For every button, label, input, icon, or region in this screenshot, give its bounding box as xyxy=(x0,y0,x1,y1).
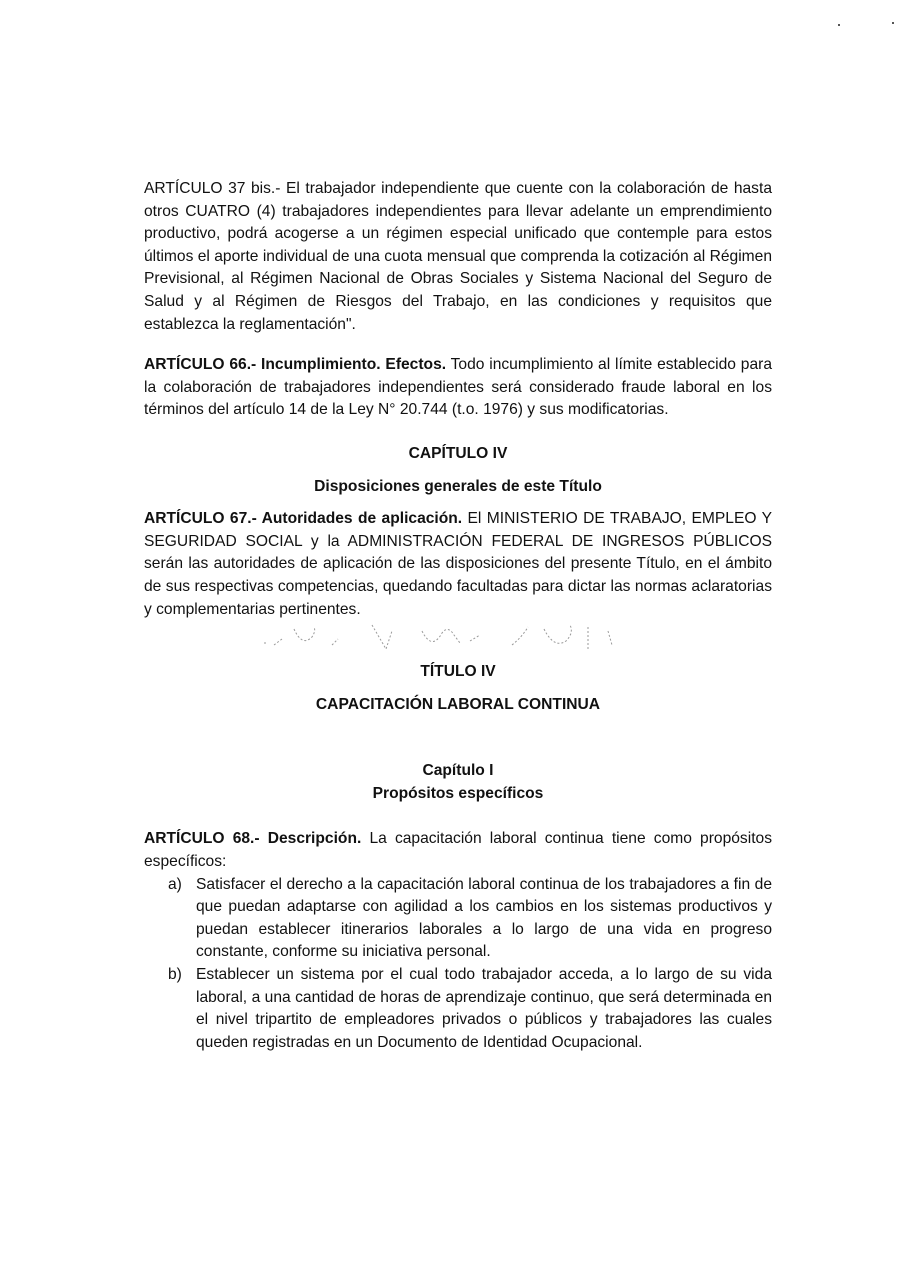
article-67-text: El MINISTERIO DE TRABAJO, EMPLEO Y SEGURIDAD SOCIAL y la ADMINISTRACIÓN FEDERAL DE INGRESOS PÚBLICOS serán las autoridades de aplicación de las disposiciones del presente Título, en el ámbito de sus respectivas competencias, quedando facultadas para dictar las normas aclaratorias y complementarias pertinentes. xyxy=(144,510,772,618)
specific-purposes-heading: Propósitos específicos xyxy=(372,784,544,802)
continuous-training-heading: CAPACITACIÓN LABORAL CONTINUA xyxy=(315,695,601,713)
article-66-title: ARTÍCULO 66.- Incumplimiento. Efectos. xyxy=(144,356,447,374)
list-item xyxy=(144,874,772,964)
list-marker: a) xyxy=(168,875,182,893)
list-item-text: Satisfacer el derecho a la capacitación laboral continua de los trabajadores a fin de que puedan adaptarse con agilidad a los cambios en los sistemas productivos y puedan establecer itinerarios laborales a lo largo de una vida en progreso constante, conforme su iniciativa personal. xyxy=(196,875,772,961)
purposes-list xyxy=(144,874,772,1055)
signature-watermark xyxy=(144,621,772,659)
list-item-text: Establecer un sistema por el cual todo trabajador acceda, a lo largo de su vida laboral, a una cantidad de horas de aprendizaje continuo, que será determinada en el nivel tripartito de empleadores privados o públicos y trabajadores las cuales queden registradas en un Documento de Identidad Ocupacional. xyxy=(196,966,772,1051)
article-68-text: La capacitación laboral continua tiene como propósitos específicos: xyxy=(144,830,772,871)
article-68-title: ARTÍCULO 68.- Descripción. xyxy=(144,830,362,848)
article-66-text: Todo incumplimiento al límite establecido para la colaboración de trabajadores independientes será considerado fraude laboral en los términos del artículo 14 de la Ley N° 20.744 (t.o. 1976) y sus modificatorias. xyxy=(144,356,772,419)
article-37-bis: ARTÍCULO 37 bis.- El trabajador independiente que cuente con la colaboración de hasta otros CUATRO (4) trabajadores independientes para llevar adelante un emprendimiento productivo, podrá acogerse a un régimen especial unificado que contemple para estos últimos el aporte individual de una cuota mensual que comprenda la cotización al Régimen Previsional, al Régimen Nacional de Obras Sociales y Sistema Nacional del Seguro de Salud y al Régimen de Riesgos del Trabajo, en las condiciones y requisitos que establezca la reglamentación". xyxy=(144,180,772,333)
scan-marks xyxy=(834,18,904,28)
signature-scribble-icon xyxy=(254,621,674,655)
list-item xyxy=(144,964,772,1054)
chapter-i-heading: Capítulo I xyxy=(422,762,494,780)
chapter-iv-heading: CAPÍTULO IV xyxy=(408,444,508,462)
general-provisions-heading: Disposiciones generales de este Título xyxy=(314,477,602,495)
article-67-title: ARTÍCULO 67.- Autoridades de aplicación. xyxy=(144,510,463,528)
title-iv-heading: TÍTULO IV xyxy=(420,663,496,681)
article-67 xyxy=(144,508,772,621)
article-66 xyxy=(144,354,772,422)
document-body xyxy=(144,178,772,1054)
list-marker: b) xyxy=(168,966,182,984)
article-68 xyxy=(144,828,772,873)
